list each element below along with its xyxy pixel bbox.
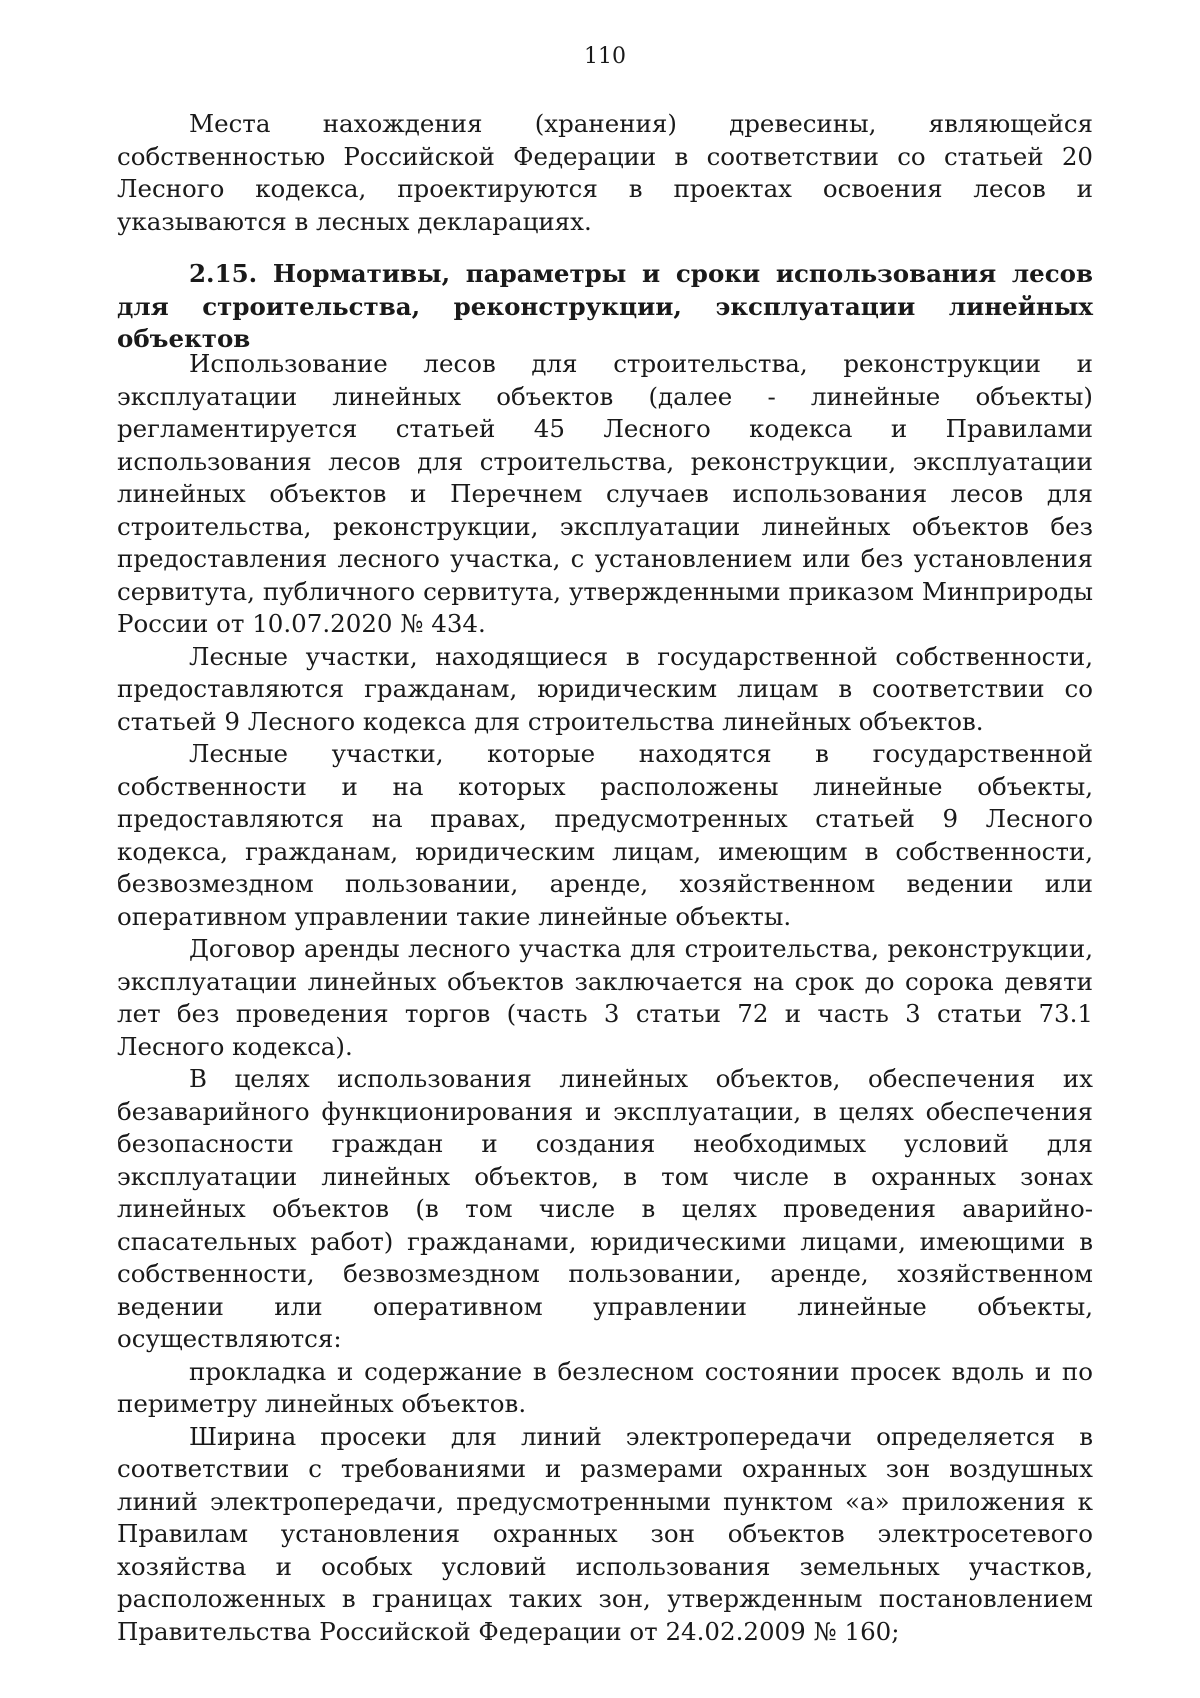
section-body xyxy=(117,348,1093,1648)
section-paragraph-5: В целях использования линейных объектов, обеспечения их безаварийного функционирования и эксплуатации, в целях обеспечения безопасности граждан и создания необходимых условий для эксплуатации линейных объектов, в том числе в охранных зонах линейных объектов (в том числе в целях проведения аварийно-спасательных работ) гражданами, юридическими лицами, имеющими в собственности, безвозмездном пользовании, аренде, хозяйственном ведении или оперативном управлении линейные объекты, осуществляются: xyxy=(117,1064,1093,1353)
section-paragraph-3: Лесные участки, которые находятся в государственной собственности и на которых расположены линейные объекты, предоставляются на правах, предусмотренных статьей 9 Лесного кодекса, гражданам, юридическим лицам, имеющим в собственности, безвозмездном пользовании, аренде, хозяйственном ведении или оперативном управлении такие линейные объекты. xyxy=(117,739,1093,931)
section-paragraph-2: Лесные участки, находящиеся в государственной собственности, предоставляются гражданам, юридическим лицам в соответствии со статьей 9 Лесного кодекса для строительства линейных объектов. xyxy=(117,641,1093,736)
section-paragraph-6: прокладка и содержание в безлесном состоянии просек вдоль и по периметру линейных объектов. xyxy=(117,1356,1093,1418)
section-paragraph-7: Ширина просеки для линий электропередачи определяется в соответствии с требованиями и размерами охранных зон воздушных линий электропередачи, предусмотренными пунктом «а» приложения к Правилам установления охранных зон объектов электросетевого хозяйства и особых условий использования земельных участков, расположенных в границах таких зон, утвержденным постановлением Правительства Российской Федерации от 24.02.2009 № 160; xyxy=(117,1421,1093,1646)
intro-block xyxy=(117,108,1093,238)
page-number: 110 xyxy=(584,44,626,69)
section-heading-block xyxy=(117,258,1093,356)
section-heading: 2.15. Нормативы, параметры и сроки использования лесов для строительства, реконструкции, эксплуатации линейных объектов xyxy=(117,259,1093,353)
intro-paragraph: Места нахождения (хранения) древесины, являющейся собственностью Российской Федерации в соответствии со статьей 20 Лесного кодекса, проектируются в проектах освоения лесов и указываются в лесных декларациях. xyxy=(117,109,1093,236)
document-page xyxy=(117,0,1093,1698)
section-paragraph-4: Договор аренды лесного участка для строительства, реконструкции, эксплуатации линейных объектов заключается на срок до сорока девяти лет без проведения торгов (часть 3 статьи 72 и часть 3 статьи 73.1 Лесного кодекса). xyxy=(117,934,1093,1061)
section-paragraph-1: Использование лесов для строительства, реконструкции и эксплуатации линейных объектов (далее - линейные объекты) регламентируется статьей 45 Лесного кодекса и Правилами использования лесов для строительства, реконструкции, эксплуатации линейных объектов и Перечнем случаев использования лесов для строительства, реконструкции, эксплуатации линейных объектов без предоставления лесного участка, с установлением или без установления сервитута, публичного сервитута, утвержденными приказом Минприроды России от 10.07.2020 № 434. xyxy=(117,349,1093,638)
